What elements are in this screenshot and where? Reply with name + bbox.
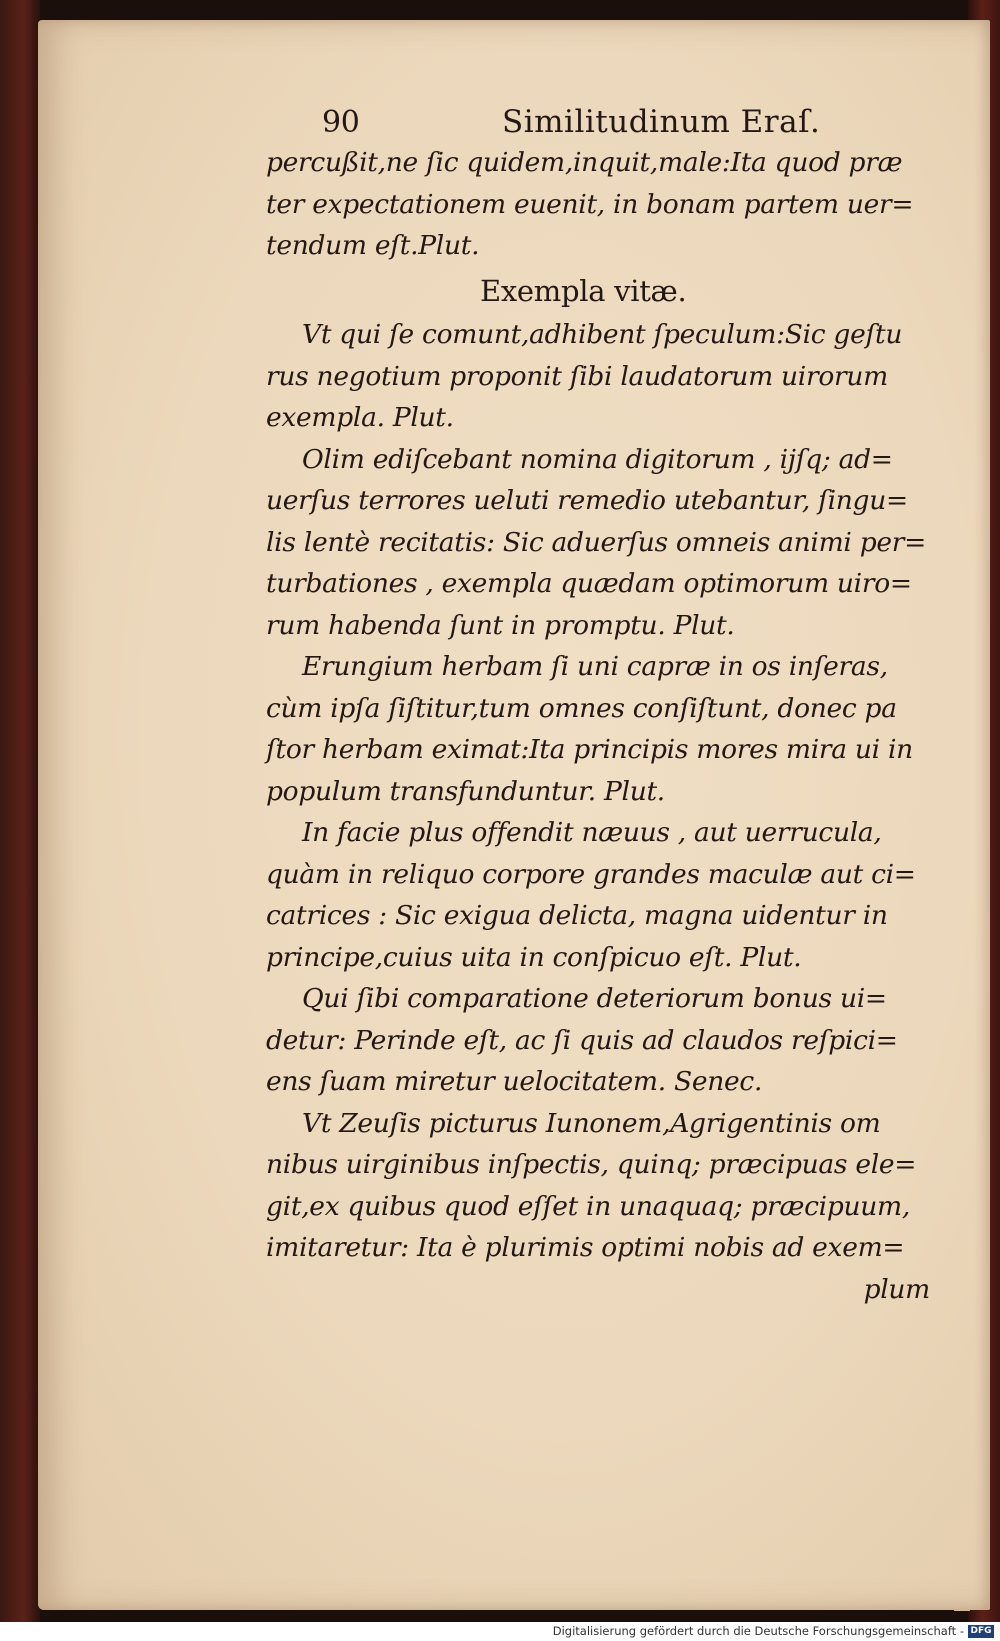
page-header — [266, 80, 936, 142]
text-line: percußit,ne ſic quidem,inquit,male:Ita quod præ — [266, 147, 903, 178]
paragraph — [266, 646, 936, 812]
paragraph — [266, 439, 936, 647]
catchword: plum — [863, 1273, 930, 1305]
text-line: exempla. Plut. — [266, 402, 454, 433]
text-line: Erungium herbam ſi uni capræ in os inſeras, — [302, 651, 888, 682]
text-line: ſtor herbam eximat:Ita principis mores mira ui in — [266, 734, 913, 765]
paragraph — [266, 314, 936, 439]
funding-credit: Digitalisierung gefördert durch die Deutsche Forschungsgemeinschaft - — [552, 1624, 964, 1638]
footer-bar — [0, 1622, 1000, 1641]
text-line: catrices : Sic exigua delicta, magna uidentur in — [266, 900, 888, 931]
text-line: quàm in reliquo corpore grandes maculæ aut ci= — [266, 858, 916, 890]
paragraph — [266, 978, 936, 1103]
page-number: 90 — [322, 105, 360, 140]
dfg-logo-icon: DFG — [968, 1625, 994, 1638]
text-line: uerſus terrores ueluti remedio utebantur, ſingu= — [266, 485, 908, 516]
text-line: Vt Zeuſis picturus Iunonem,Agrigentinis om — [302, 1107, 881, 1139]
section-heading: Exempla vitæ. — [480, 273, 687, 308]
page-text — [266, 80, 936, 1310]
text-line: rum habenda ſunt in promptu. Plut. — [266, 609, 735, 641]
text-line: Olim ediſcebant nomina digitorum , ijſq; ad= — [302, 443, 893, 475]
text-line: imitaretur: Ita è plurimis optimi nobis ad exem= — [266, 1232, 905, 1263]
text-line: ens ſuam miretur uelocitatem. Senec. — [266, 1066, 763, 1097]
paragraph — [266, 812, 936, 978]
paragraph — [266, 1103, 936, 1269]
text-line: lis lentè recitatis: Sic aduerſus omneis animi per= — [266, 526, 927, 558]
text-line: populum transfunduntur. Plut. — [266, 775, 665, 807]
text-line: Qui ſibi comparatione deteriorum bonus ui= — [302, 983, 887, 1014]
book-cover-left — [0, 0, 40, 1622]
text-line: tendum eſt.Plut. — [266, 230, 480, 261]
text-line: In facie plus offendit næuus , aut uerrucula, — [302, 817, 882, 848]
text-line: detur: Perinde eſt, ac ſi quis ad claudos reſpici= — [266, 1024, 898, 1056]
text-line: rus negotium proponit ſibi laudatorum uirorum — [266, 360, 888, 392]
text-line: Vt qui ſe comunt,adhibent ſpeculum:Sic geſtu — [302, 319, 903, 350]
text-line: git,ex quibus quod eſſet in unaquaq; præcipuum, — [266, 1190, 911, 1222]
text-line: turbationes , exempla quædam optimorum uiro= — [266, 568, 912, 599]
text-line: nibus uirginibus inſpectis, quinq; præcipuas ele= — [266, 1149, 917, 1180]
text-line: ter expectationem euenit, in bonam partem uer= — [266, 188, 914, 220]
text-line: cùm ipſa ſiſtitur,tum omnes conſiſtunt, donec pa — [266, 692, 897, 724]
book-page — [38, 20, 990, 1610]
opening-lines — [266, 142, 936, 267]
text-line: principe,cuius uita in conſpicuo eſt. Plut. — [266, 941, 802, 973]
running-title: Similitudinum Eraſ. — [502, 104, 821, 140]
